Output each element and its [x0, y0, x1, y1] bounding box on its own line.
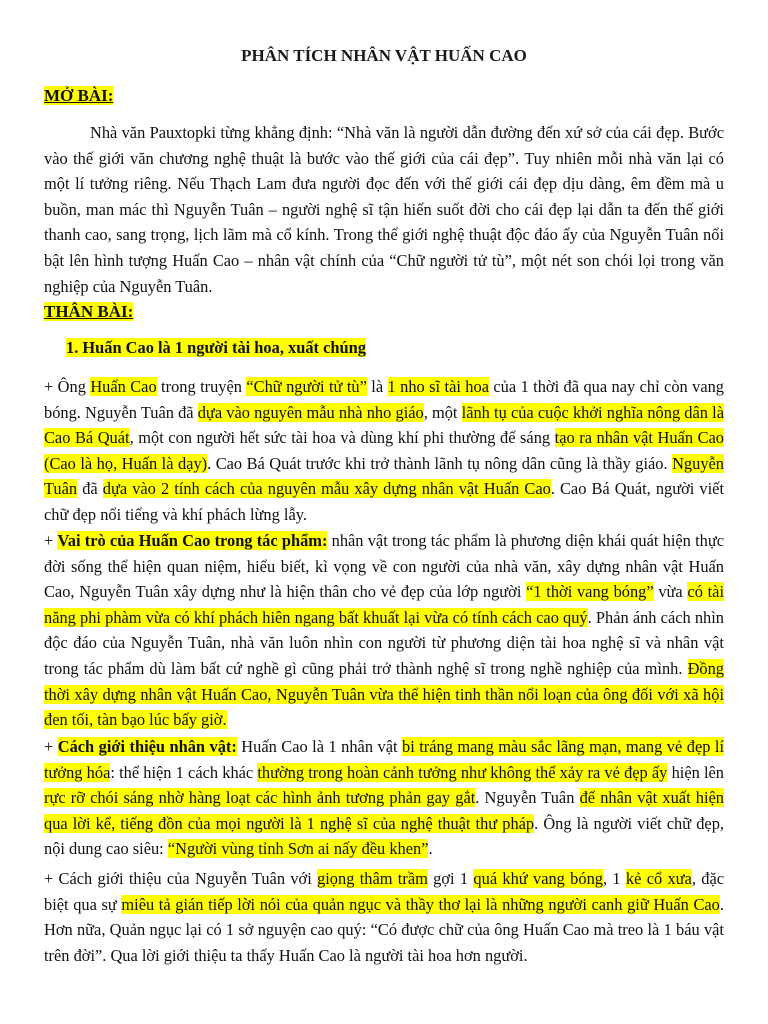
heading-mo-bai-text: MỞ BÀI:: [44, 86, 114, 105]
heading-mo-bai: [44, 86, 113, 106]
section-item-1-text: 1. Huấn Cao là 1 người tài hoa, xuất chúng: [66, 338, 366, 357]
p3-hl-l: “Người vùng tỉnh Sơn ai nấy đều khen”: [167, 839, 429, 859]
section-item-1: [66, 338, 366, 358]
heading-than-bai: [44, 302, 133, 322]
p1-text-o: đã: [77, 479, 103, 499]
p3-text-c: Huấn Cao là 1 nhân vật: [236, 737, 403, 756]
p2-hl-h: Đồng thời xây dựng nhân vật Huấn Cao, Nguyễn Tuân vừa thể hiện tinh thần nổi loạn của ông đối với xã hội đen tối, tàn bạo lúc bấy giờ.: [44, 658, 724, 730]
paragraph-1: [44, 374, 724, 528]
p1-hl-d: “Chữ người tử tù”: [246, 377, 367, 396]
p3-hl-j: để nhân vật xuất hiện qua lời kể, tiếng đồn của mọi người là 1 nghệ sĩ của nghệ thuật thư pháp: [44, 788, 725, 833]
paragraph-3: [44, 734, 724, 862]
p1-text-g: của 1 thời đã qua nay chỉ còn vang bóng. Nguyễn Tuân đã: [44, 377, 724, 422]
p2-hl-f: có tài năng phi phàm vừa có khí phách hiên ngang bất khuất lại vừa có tính cách cao quý: [44, 582, 724, 627]
p1-text-m: . Cao Bá Quát trước khi trở thành lãnh tụ nông dân cũng là thầy giáo.: [207, 453, 673, 473]
p4-text-c: gợi 1: [427, 869, 474, 888]
p4-text-e: , 1: [602, 869, 626, 888]
intro-text: Nhà văn Pauxtopki từng khẳng định: “Nhà văn là người dẫn đường đến xứ sở của cái đẹp. Bước vào thế giới văn chương nghệ thuật là bước vào thế giới của cái đẹp”. Tuy nhiên mỗi nhà văn lại có một lí tưởng riêng. Nếu Thạch Lam đưa người đọc đến với thế giới cái đẹp dịu dàng, êm đềm mà u buồn, man mác thì Nguyễn Tuân – người nghệ sĩ tận hiến suốt đời cho cái đẹp lại dẫn ta đến thế giới thanh cao, sang trọng, lịch lãm mà cổ kính. Trong thế giới nghệ thuật độc đáo ấy của Nguyễn Tuân nổi bật lên hình tượng Huấn Cao – nhân vật chính của “Chữ người tử tù”, một nét son chói lọi trong văn nghiệp của Nguyễn Tuân.: [44, 123, 724, 296]
p1-hl-p: dựa vào 2 tính cách của nguyên mẫu xây dựng nhân vật Huấn Cao: [102, 479, 551, 499]
p4-hl-d: quá khứ vang bóng: [473, 869, 603, 888]
p1-hl-l: tạo ra nhân vật Huấn Cao (Cao là họ, Huấn là dạy): [44, 428, 724, 473]
p1-hl-b: Huấn Cao: [90, 377, 157, 396]
p3-text-g: hiện lên: [667, 762, 724, 782]
p3-text-m: .: [428, 839, 433, 859]
p2-hl-b: Vai trò của Huấn Cao trong tác phẩm:: [57, 531, 328, 550]
p1-hl-h: dựa vào nguyên mẫu nhà nho giáo: [197, 402, 424, 422]
p2-text-g: . Phản ánh cách nhìn độc đáo của Nguyễn Tuân, nhà văn luôn nhìn con người từ phương diện tài hoa nghệ sĩ và nhân vật trong tác phẩm dù làm bất cứ nghề gì cũng phải trở thành nghệ sĩ trong nghề nghiệp của mình.: [44, 607, 724, 678]
p1-hl-f: 1 nho sĩ tài hoa: [387, 377, 489, 396]
p4-hl-b: giọng thâm trầm: [317, 869, 428, 888]
p3-text-e: : thể hiện 1 cách khác: [110, 762, 258, 782]
paragraph-2: [44, 528, 724, 733]
paragraph-4: [44, 866, 724, 968]
p1-text-a: + Ông: [44, 377, 91, 396]
intro-paragraph: [44, 120, 724, 299]
p4-text-g: , đặc biệt qua sự: [44, 869, 725, 914]
p4-hl-h: miêu tả gián tiếp lời nói của quản ngục và thầy thơ lại là những người canh giữ Huấn Cao: [121, 894, 720, 914]
p3-text-a: +: [44, 737, 58, 756]
p2-text-e: vừa: [653, 582, 688, 602]
p2-text-a: +: [44, 531, 58, 550]
p1-text-q: . Cao Bá Quát, người viết chữ đẹp nổi tiếng và khí phách lừng lẫy.: [44, 479, 724, 524]
p4-hl-f: kẻ cổ xưa: [625, 869, 692, 888]
p3-text-k: . Ông là người viết chữ đẹp, nội dung cao siêu:: [44, 813, 724, 859]
p3-text-i: . Nguyễn Tuân: [475, 788, 580, 808]
p1-text-c: trong truyện: [156, 377, 247, 396]
document-title: PHÂN TÍCH NHÂN VẬT HUẤN CAO: [241, 46, 527, 65]
p1-text-i: , một: [423, 402, 462, 422]
heading-than-bai-text: THÂN BÀI:: [44, 302, 134, 321]
p1-text-e: là: [366, 377, 388, 396]
p2-text-c: nhân vật trong tác phẩm là phương diện khái quát hiện thực đời sống thể hiện quan niệm, hiểu biết, kì vọng về con người của nhà văn, xây dựng nhân vật Huấn Cao, Nguyễn Tuân xây dựng như là hiện thân cho vẻ đẹp của lớp người: [44, 531, 725, 602]
p2-hl-d: “1 thời vang bóng”: [526, 582, 654, 602]
p4-text-i: . Hơn nữa, Quản ngục lại có 1 sở nguyện cao quý: “Có được chữ của ông Huấn Cao mà treo là 1 báu vật trên đời”. Qua lời giới thiệu ta thấy Huấn Cao là người tài hoa hơn người.: [44, 894, 724, 965]
p3-hl-f: thường trong hoàn cảnh tưởng như không thể xảy ra vẻ đẹp ấy: [257, 762, 668, 782]
p3-hl-h: rực rỡ chói sáng nhờ hàng loạt các hình ảnh tương phản gay gắt: [44, 788, 476, 808]
p3-hl-d: bi tráng mang màu sắc lãng mạn, mang vẻ đẹp lí tưởng hóa: [44, 737, 725, 782]
p3-hl-b: Cách giới thiệu nhân vật:: [57, 737, 237, 756]
p1-text-k: , một con người hết sức tài hoa và dùng khí phi thường để sáng: [129, 428, 555, 448]
p1-hl-n: Nguyễn Tuân: [44, 453, 724, 499]
p1-hl-j: lãnh tụ của cuộc khởi nghĩa nông dân là Cao Bá Quát: [44, 402, 724, 448]
p4-text-a: + Cách giới thiệu của Nguyễn Tuân với: [44, 869, 318, 888]
